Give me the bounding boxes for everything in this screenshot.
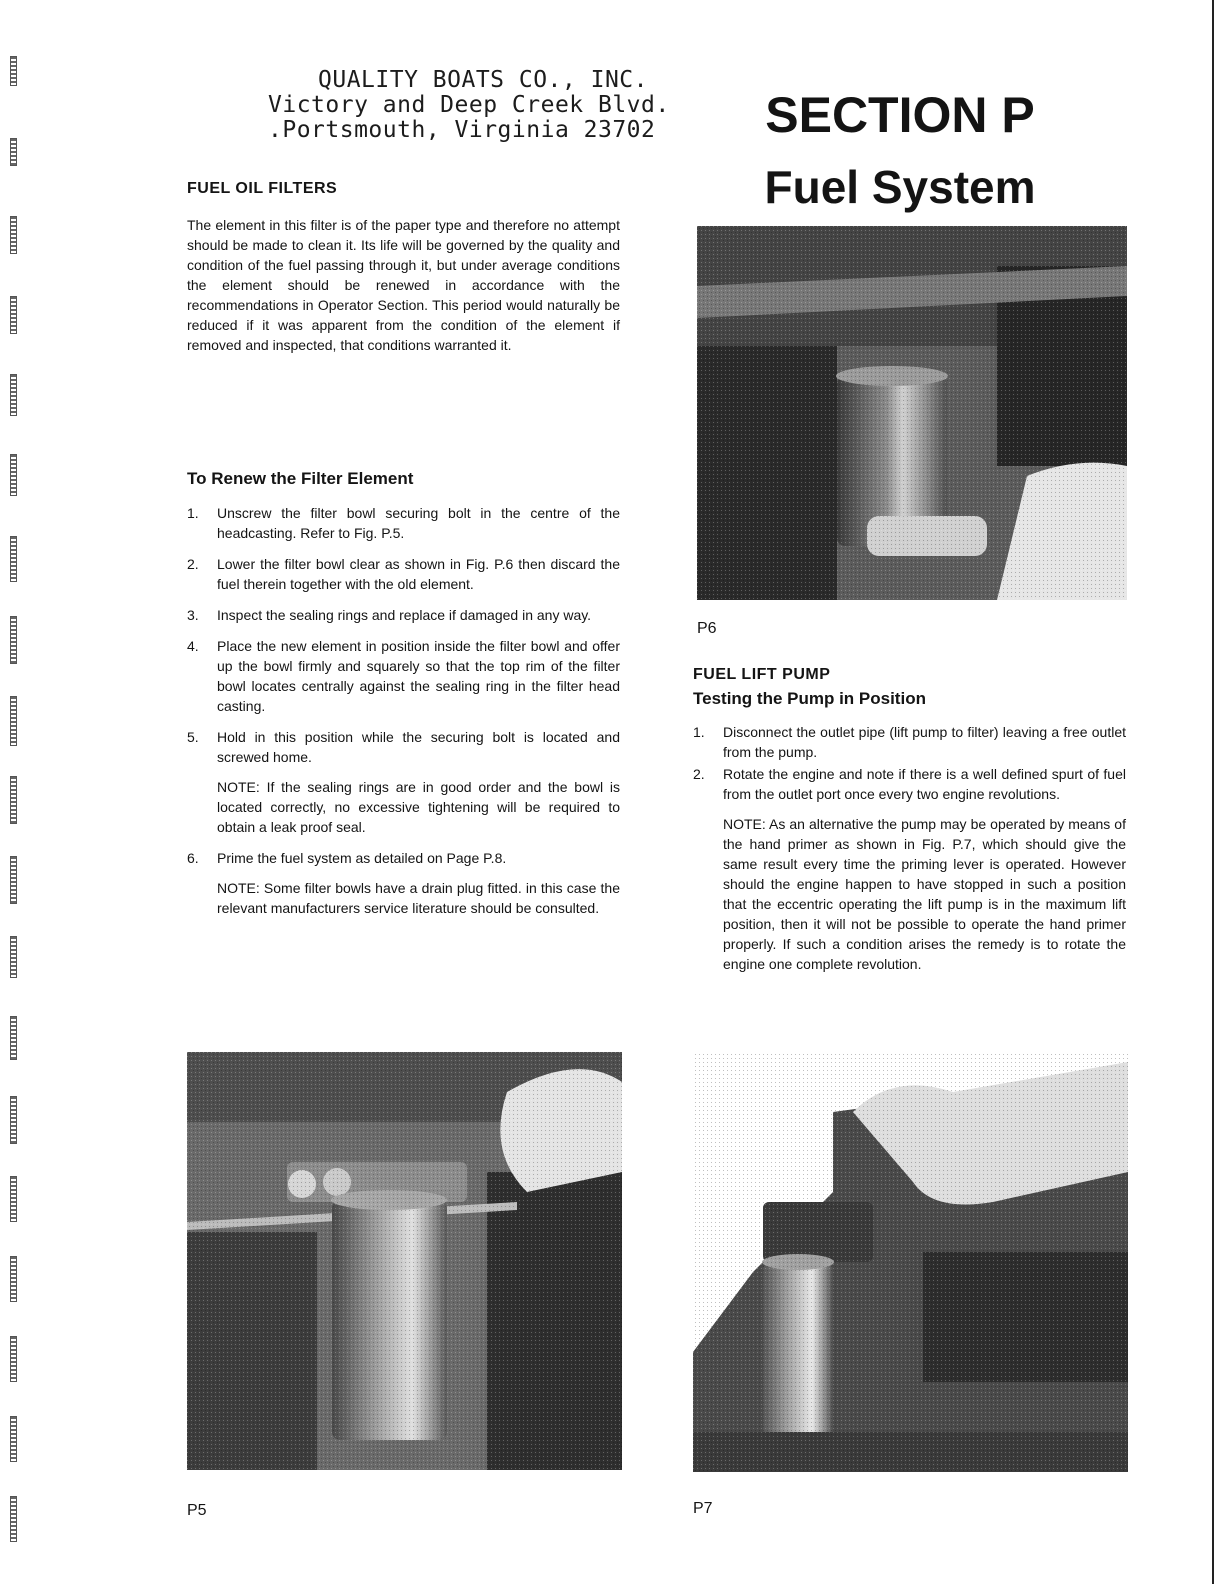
- step-text: Disconnect the outlet pipe (lift pump to filter) leaving a free outlet from the pump.: [723, 724, 1126, 760]
- step-number: 1.: [693, 724, 705, 740]
- list-item: [187, 727, 620, 837]
- figure-caption-p6: P6: [697, 620, 717, 637]
- step-text: Rotate the engine and note if there is a well defined spurt of fuel from the outlet port once every two engine revolutions.: [723, 766, 1126, 802]
- figure-caption-p7: P7: [693, 1500, 713, 1517]
- step-number: 2.: [693, 766, 705, 782]
- list-item: [693, 764, 1126, 974]
- renew-steps-list: [187, 503, 620, 929]
- renew-heading: To Renew the Filter Element: [187, 469, 414, 488]
- step-text: Unscrew the filter bowl securing bolt in the centre of the headcasting. Refer to Fig. P.5.: [217, 505, 620, 541]
- section-subtitle: Fuel System: [764, 161, 1036, 213]
- photo-p7: [693, 1052, 1128, 1472]
- figure-caption-p5: P5: [187, 1502, 207, 1519]
- step-text: Lower the filter bowl clear as shown in Fig. P.6 then discard the fuel therein together with the old element.: [217, 556, 620, 592]
- photo-p6: [697, 226, 1127, 600]
- step-number: 4.: [187, 638, 199, 654]
- company-stamp: [268, 67, 670, 143]
- fuel-oil-filters-paragraph: The element in this filter is of the paper type and therefore no attempt should be made to clean it. Its life will be governed by the quality and condition of the fuel passing through it, but under average conditions the element should be renewed in accordance with the recommendations in Operator Section. This period would naturally be reduced if it was apparent from the condition of the element if removed and inspected, that conditions warranted it.: [187, 217, 620, 353]
- list-item: [693, 722, 1126, 762]
- step-number: 1.: [187, 505, 199, 521]
- lift-pump-steps-list: [693, 722, 1126, 985]
- step-text: Prime the fuel system as detailed on Page P.8.: [217, 850, 507, 866]
- stamp-line-2: Victory and Deep Creek Blvd.: [268, 92, 670, 118]
- stamp-line-1: QUALITY BOATS CO., INC.: [318, 67, 648, 93]
- page-edge-rule: [1212, 0, 1214, 1584]
- step-text: Hold in this position while the securing bolt is located and screwed home.: [217, 729, 620, 765]
- step-note: NOTE: Some filter bowls have a drain plug fitted. in this case the relevant manufacturers service literature should be consulted.: [217, 880, 620, 916]
- fuel-lift-pump-heading: FUEL LIFT PUMP: [693, 666, 831, 683]
- step-number: 3.: [187, 607, 199, 623]
- list-item: [187, 605, 620, 625]
- step-note: NOTE: As an alternative the pump may be operated by means of the hand primer as shown in Fig. P.7, which should give the same result every time the priming lever is operated. However should the engine happen to have stopped in such a position that the eccentric operating the lift pump is in the maximum lift position, then it will not be possible to operate the hand primer properly. If such a condition arises the remedy is to rotate the engine one complete revolution.: [723, 816, 1126, 972]
- step-number: 5.: [187, 729, 199, 745]
- photo-p5: [187, 1052, 622, 1470]
- testing-pump-subheading: Testing the Pump in Position: [693, 689, 926, 708]
- step-number: 6.: [187, 850, 199, 866]
- step-text: Place the new element in position inside the filter bowl and offer up the bowl firmly and squarely so that the top rim of the filter bowl locates centrally against the sealing ring in the filter head casting.: [217, 638, 620, 714]
- list-item: [187, 636, 620, 716]
- step-text: Inspect the sealing rings and replace if damaged in any way.: [217, 607, 592, 623]
- stamp-line-3: .Portsmouth, Virginia 23702: [268, 117, 656, 143]
- step-number: 2.: [187, 556, 199, 572]
- list-item: [187, 848, 620, 918]
- list-item: [187, 503, 620, 543]
- section-title: SECTION P: [765, 87, 1035, 143]
- fuel-oil-filters-heading: FUEL OIL FILTERS: [187, 180, 338, 197]
- step-note: NOTE: If the sealing rings are in good order and the bowl is located correctly, no excessive tightening will be required to obtain a leak proof seal.: [217, 779, 620, 835]
- list-item: [187, 554, 620, 594]
